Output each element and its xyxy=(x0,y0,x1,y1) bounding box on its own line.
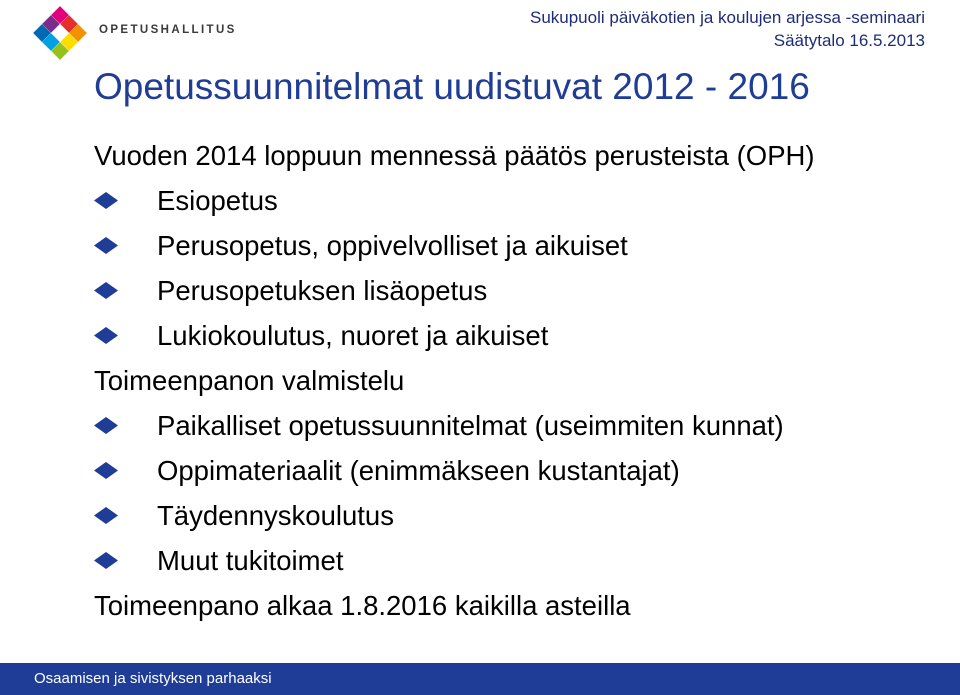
list-item-text: Perusopetus, oppivelvolliset ja aikuiset xyxy=(157,230,628,261)
list-item-text: Lukiokoulutus, nuoret ja aikuiset xyxy=(157,320,549,351)
diamond-bullet-icon xyxy=(94,282,118,299)
list-item xyxy=(94,313,934,358)
list-item-text: Esiopetus xyxy=(157,185,278,216)
diamond-bullet-icon xyxy=(94,237,118,254)
list-item xyxy=(94,223,934,268)
diamond-bullet-icon xyxy=(94,552,118,569)
footer-slogan: Osaamisen ja sivistyksen parhaaksi xyxy=(34,670,272,687)
footer-bar xyxy=(0,663,960,695)
diamond-bullet-icon xyxy=(94,327,118,344)
list-item xyxy=(94,403,934,448)
list-item xyxy=(94,178,934,223)
logo-text: OPETUSHALLITUS xyxy=(99,24,237,36)
heading-implementation-prep: Toimeenpanon valmistelu xyxy=(94,365,405,396)
event-name: Sukupuoli päiväkotien ja koulujen arjessa -seminaari xyxy=(529,8,925,27)
list-item xyxy=(94,538,934,583)
list-item xyxy=(94,493,934,538)
list-item xyxy=(94,268,934,313)
opetushallitus-logo-icon xyxy=(32,5,88,61)
event-info xyxy=(530,6,925,52)
list-item-text: Paikalliset opetussuunnitelmat (useimmiten kunnat) xyxy=(157,410,784,441)
slide-title: Opetussuunnitelmat uudistuvat 2012 - 2016 xyxy=(94,66,810,107)
slide-body xyxy=(94,133,934,628)
list-item-text: Oppimateriaalit (enimmäkseen kustantajat) xyxy=(157,455,680,486)
list-item-text: Perusopetuksen lisäopetus xyxy=(157,275,488,306)
diamond-bullet-icon xyxy=(94,462,118,479)
diamond-bullet-icon xyxy=(94,507,118,524)
heading-start-date: Toimeenpano alkaa 1.8.2016 kaikilla asteilla xyxy=(94,590,631,621)
heading-decision: Vuoden 2014 loppuun mennessä päätös perusteista (OPH) xyxy=(94,140,815,171)
list-item-text: Muut tukitoimet xyxy=(157,545,344,576)
event-place-date: Säätytalo 16.5.2013 xyxy=(773,31,925,50)
diamond-bullet-icon xyxy=(94,417,118,434)
diamond-bullet-icon xyxy=(94,192,118,209)
list-item-text: Täydennyskoulutus xyxy=(157,500,394,531)
list-item xyxy=(94,448,934,493)
